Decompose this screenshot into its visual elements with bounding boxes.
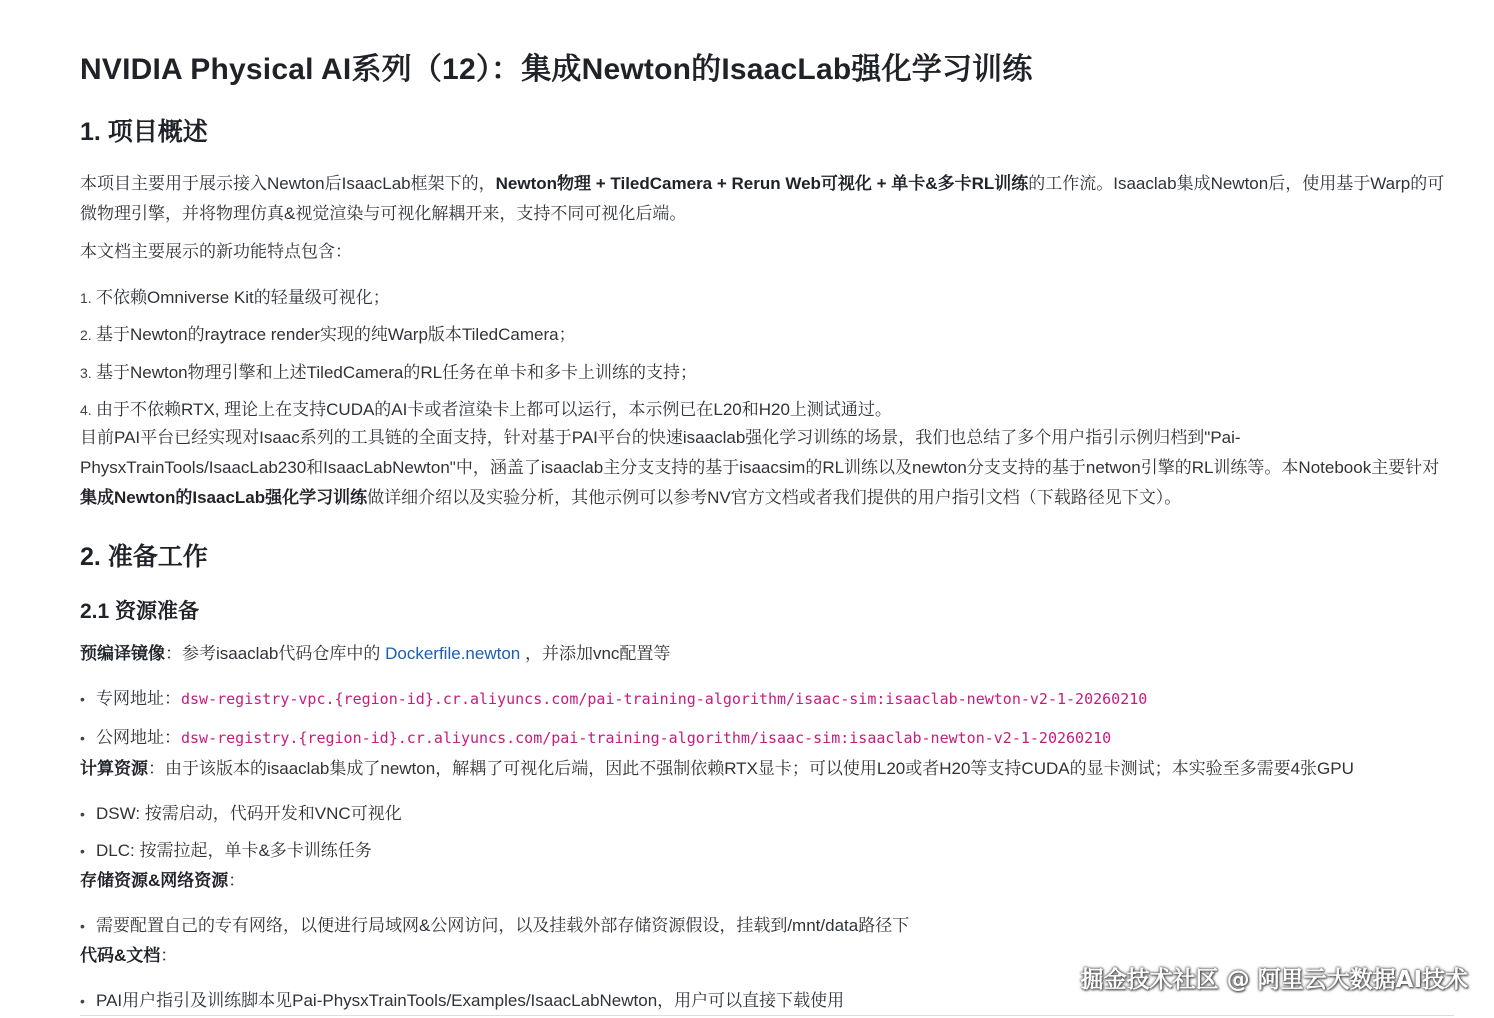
bullet-icon: • [80, 918, 85, 934]
compute-item [80, 799, 402, 824]
overview-text-b: 的工作流。Isaaclab集成Newton后，使用基于Warp的可微物理引擎，并将物理仿真&视觉渲染与可视化解耦开来，支持不同可视化后端。 [80, 174, 1445, 223]
section-heading-overview: 1. 项目概述 [80, 118, 208, 146]
pai-paragraph [80, 423, 1445, 513]
compute-label: 计算资源 [80, 759, 148, 778]
image-paragraph [80, 639, 670, 669]
registry-label: 公网地址： [96, 728, 181, 747]
compute-text: ：由于该版本的isaaclab集成了newton，解耦了可视化后端，因此不强制依赖RTX显卡；可以使用L20或者H20等支持CUDA的显卡测试；本实验至多需要4张GPU [148, 759, 1354, 778]
feature-number: 3. [80, 365, 92, 381]
feature-text: 由于不依赖RTX, 理论上在支持CUDA的AI卡或者渲染卡上都可以运行，本示例已在L20和H20上测试通过。 [96, 400, 892, 419]
watermark: 掘金技术社区 @ 阿里云大数据AI技术 [1080, 967, 1468, 993]
feature-item [80, 320, 576, 345]
image-text-b: ，并添加vnc配置等 [520, 644, 671, 663]
code-colon: ： [160, 946, 178, 965]
pai-text-a: 目前PAI平台已经实现对Isaac系列的工具链的全面支持，针对基于PAI平台的快速isaaclab强化学习训练的场景，我们也总结了多个用户指引示例归档到"Pai-PhysxTrainTools/IsaacLab230和IsaacLabNewton"中，涵盖了isaaclab主分支支持的基于isaacsim的RL训练以及newton分支支持的基于netwon引擎的RL训练等。本Notebook主要针对 [80, 428, 1440, 477]
compute-item [80, 836, 372, 861]
code-paragraph [80, 941, 177, 971]
feature-text: 基于Newton的raytrace render实现的纯Warp版本TiledCamera； [96, 325, 576, 344]
code-item [80, 986, 844, 1011]
bullet-icon: • [80, 806, 85, 822]
storage-item-text: 需要配置自己的专有网络，以便进行局域网&公网访问，以及挂载外部存储资源假设，挂载到/mnt/data路径下 [96, 916, 910, 935]
registry-item [80, 684, 1147, 709]
divider [80, 1015, 1454, 1016]
feature-number: 4. [80, 402, 92, 418]
dockerfile-link[interactable]: Dockerfile.newton [385, 644, 521, 663]
feature-text: 不依赖Omniverse Kit的轻量级可视化； [96, 288, 390, 307]
pai-text-b: 做详细介绍以及实验分析，其他示例可以参考NV官方文档或者我们提供的用户指引文档（下载路径见下文）。 [367, 488, 1182, 507]
bullet-icon: • [80, 843, 85, 859]
bullet-icon: • [80, 730, 85, 746]
registry-url[interactable]: dsw-registry.{region-id}.cr.aliyuncs.com/pai-training-algorithm/isaac-sim:isaaclab-newton-v2-1-20260210 [181, 729, 1112, 747]
overview-bold: Newton物理 + TiledCamera + Rerun Web可视化 + 单卡&多卡RL训练 [495, 174, 1029, 193]
compute-paragraph [80, 754, 1354, 784]
section-heading-preparation: 2. 准备工作 [80, 543, 208, 571]
bullet-icon: • [80, 993, 85, 1009]
feature-number: 2. [80, 327, 92, 343]
image-text-a: ：参考isaaclab代码仓库中的 [165, 644, 386, 663]
storage-paragraph [80, 866, 245, 896]
feature-number: 1. [80, 290, 92, 306]
code-label: 代码&文档 [80, 946, 161, 965]
storage-colon: ： [228, 871, 246, 890]
feature-item [80, 358, 697, 383]
storage-label: 存储资源&网络资源 [80, 871, 229, 890]
image-label: 预编译镜像 [80, 644, 165, 663]
registry-label: 专网地址： [96, 689, 181, 708]
storage-item [80, 911, 909, 936]
overview-paragraph [80, 169, 1445, 229]
overview-text-a: 本项目主要用于展示接入Newton后IsaacLab框架下的， [80, 174, 496, 193]
registry-url[interactable]: dsw-registry-vpc.{region-id}.cr.aliyuncs.com/pai-training-algorithm/isaac-sim:isaaclab-newton-v2-1-20260210 [181, 690, 1148, 708]
feature-item [80, 395, 892, 420]
registry-item [80, 723, 1111, 748]
compute-item-text: DSW: 按需启动，代码开发和VNC可视化 [96, 804, 402, 823]
feature-item [80, 283, 390, 308]
subsection-heading-resources: 2.1 资源准备 [80, 600, 200, 623]
page-title: NVIDIA Physical AI系列（12）：集成Newton的IsaacLab强化学习训练 [80, 53, 1033, 86]
compute-item-text: DLC: 按需拉起，单卡&多卡训练任务 [96, 841, 372, 860]
pai-bold: 集成Newton的IsaacLab强化学习训练 [80, 488, 368, 507]
bullet-icon: • [80, 691, 85, 707]
code-item-text: PAI用户指引及训练脚本见Pai-PhysxTrainTools/Examples/IsaacLabNewton，用户可以直接下载使用 [96, 991, 845, 1010]
features-intro: 本文档主要展示的新功能特点包含： [80, 242, 352, 261]
feature-text: 基于Newton物理引擎和上述TiledCamera的RL任务在单卡和多卡上训练的支持； [96, 363, 698, 382]
